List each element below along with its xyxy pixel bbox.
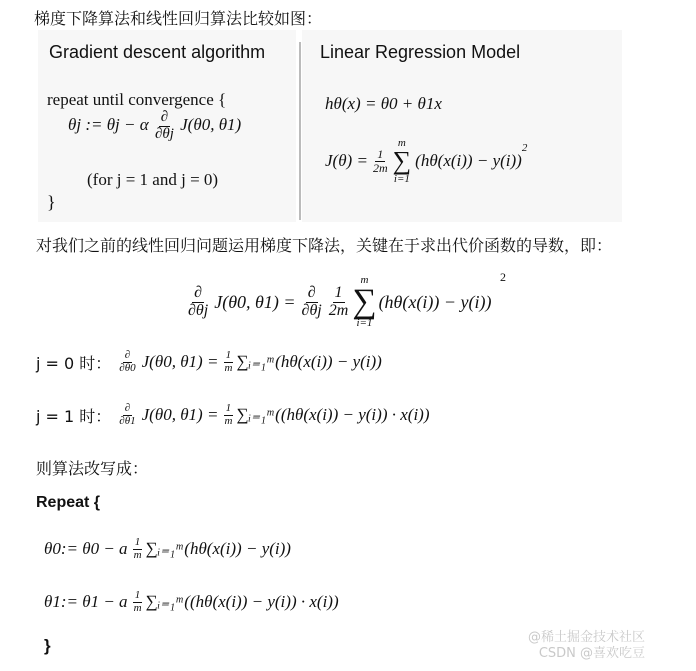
j1-inv-den: m <box>224 414 233 427</box>
theta1-sum: ∑ᵢ₌₁ᵐ <box>145 592 183 612</box>
lr-cost-exp: 2 <box>521 142 528 154</box>
lr-sum-top: m <box>397 137 406 149</box>
j1-label: j = 1 时： <box>36 406 112 426</box>
gd-partial-den: ∂θj <box>154 125 174 142</box>
lr-cost-fraction <box>371 148 390 174</box>
main-sum: m ∑ i=1 <box>352 274 377 330</box>
gd-update-rhs: J(θ0, θ1) <box>180 115 242 135</box>
theta0-lhs: θ0:= θ0 − a <box>44 539 128 559</box>
theta0-rhs: (hθ(x(i)) − y(i)) <box>184 539 291 559</box>
gd-close-brace: } <box>47 192 56 212</box>
intro-heading: 梯度下降算法和线性回归算法比较如图： <box>34 9 323 28</box>
main-d-num: ∂ <box>194 283 203 301</box>
j0-rhs: (hθ(x(i)) − y(i)) <box>275 352 382 372</box>
main-d2-num: ∂ <box>307 283 316 301</box>
repeat-close: } <box>44 636 51 655</box>
j0-d-fraction: $\frac{\partial}{\partial\theta 0}$ <box>119 349 136 374</box>
gd-for-clause: (for j = 1 and j = 0) <box>87 170 219 189</box>
gd-update-rule <box>68 110 241 143</box>
main-half-den: 2m <box>328 301 349 319</box>
j1-d-fraction: $\frac{\partial}{\partial\theta 1}$ <box>119 402 136 427</box>
j0-lhs: J(θ0, θ1) = <box>141 352 219 372</box>
main-d-den: ∂θj <box>188 301 209 319</box>
j0-d-den: ∂θ0 <box>119 361 136 374</box>
theta1-rhs: ((hθ(x(i)) − y(i)) · x(i)) <box>184 592 339 612</box>
main-exp: 2 <box>500 270 506 284</box>
j1-sum: ∑ᵢ₌₁ᵐ <box>236 405 274 425</box>
j0-sum: ∑ᵢ₌₁ᵐ <box>236 352 274 372</box>
main-rhs: (hθ(x(i)) − y(i)) <box>378 291 492 312</box>
lr-cost-lhs: J(θ) = <box>325 151 368 171</box>
panel-divider <box>299 42 301 220</box>
theta0-inv-m: $\frac{1}{m}$ <box>133 536 142 561</box>
j1-lhs: J(θ0, θ1) = <box>141 405 219 425</box>
lr-title: Linear Regression Model <box>320 42 521 62</box>
theta0-sum: ∑ᵢ₌₁ᵐ <box>145 539 183 559</box>
main-derivative-equation <box>186 275 491 329</box>
lr-cost-function <box>325 138 527 185</box>
theta1-inv-m: $\frac{1}{m}$ <box>133 589 142 614</box>
j1-rhs: ((hθ(x(i)) − y(i)) · x(i)) <box>275 405 430 425</box>
main-d-fraction <box>186 285 210 320</box>
rewrite-paragraph: 则算法改写成： <box>36 459 149 478</box>
j0-inv-den: m <box>224 361 233 374</box>
theta0-inv-den: m <box>133 548 142 561</box>
theta1-inv-den: m <box>133 601 142 614</box>
main-half-fraction <box>327 285 351 320</box>
main-half-num: 1 <box>334 283 343 301</box>
main-d-fraction-2 <box>300 285 324 320</box>
watermark: @稀土掘金技术社区 CSDN @喜欢吃豆 <box>528 630 646 662</box>
theta1-lhs: θ1:= θ1 − a <box>44 592 128 612</box>
j0-equation <box>36 350 382 374</box>
gd-title: Gradient descent algorithm <box>49 42 266 62</box>
main-sum-top: m <box>360 274 369 286</box>
j1-d-den: ∂θ1 <box>119 414 136 427</box>
theta1-update <box>44 590 339 614</box>
lr-cost-rhs: (hθ(x(i)) − y(i)) <box>415 151 522 171</box>
gd-partial-num: ∂ <box>160 109 169 125</box>
lr-hypothesis: hθ(x) = θ0 + θ1x <box>325 94 442 113</box>
repeat-open: Repeat { <box>36 494 101 511</box>
main-lhs: J(θ0, θ1) = <box>214 291 296 312</box>
j1-equation <box>36 403 429 427</box>
gd-update-lhs: θj := θj − α <box>68 115 149 135</box>
j0-label: j = 0 时： <box>36 353 112 373</box>
main-sum-bot: i=1 <box>356 317 373 330</box>
j1-inv-m: $\frac{1}{m}$ <box>224 402 233 427</box>
gd-partial-fraction <box>153 110 176 143</box>
j0-inv-m: $\frac{1}{m}$ <box>224 349 233 374</box>
lr-cost-frac-den: 2m <box>372 160 388 175</box>
lr-cost-sum: m ∑ i=1 <box>392 137 412 185</box>
lr-cost-frac-num: 1 <box>377 147 384 162</box>
lr-sum-bot: i=1 <box>393 172 410 185</box>
main-d2-den: ∂θj <box>301 301 322 319</box>
derivative-paragraph: 对我们之前的线性回归问题运用梯度下降法，关键在于求出代价函数的导数，即： <box>36 236 613 255</box>
gd-repeat-line: repeat until convergence { <box>47 90 227 109</box>
theta0-update <box>44 537 291 561</box>
